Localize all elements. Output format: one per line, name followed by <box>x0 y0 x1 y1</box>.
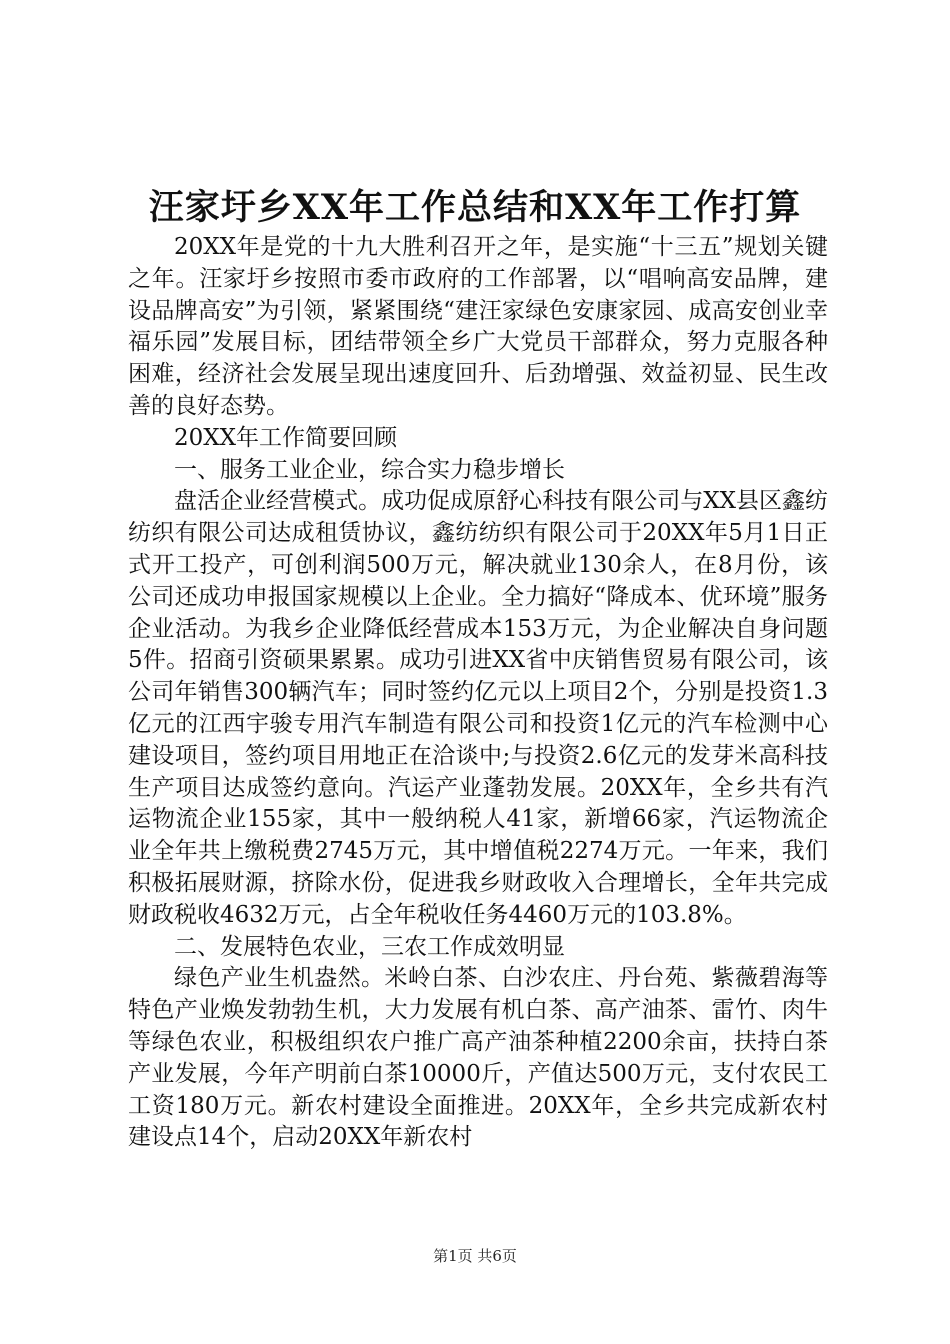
document-title: 汪家圩乡XX年工作总结和XX年工作打算 <box>148 187 802 228</box>
paragraph-section-one-body: 盘活企业经营模式。成功促成原舒心科技有限公司与XX县区鑫纺纺织有限公司达成租赁协议，鑫纺纺织有限公司于20XX年5月1日正式开工投产，可创利润500万元，解决就业130余人，在8月份，该公司还成功申报国家规模以上企业。全力搞好“降成本、优环境”服务企业活动。为我乡企业降低经营成本153万元，为企业解决自身问题5件。招商引资硕果累累。成功引进XX省中庆销售贸易有限公司，该公司年销售300辆汽车；同时签约亿元以上项目2个，分别是投资1.3亿元的江西宇骏专用汽车制造有限公司和投资1亿元的汽车检测中心建设项目，签约项目用地正在洽谈中;与投资2.6亿元的发芽米高科技生产项目达成签约意向。汽运产业蓬勃发展。20XX年，全乡共有汽运物流企业155家，其中一般纳税人41家，新增66家，汽运物流企业全年共上缴税费2745万元，其中增值税2274万元。一年来，我们积极拓展财源，挤除水份，促进我乡财政收入合理增长，全年共完成财政税收4632万元，占全年税收任务4460万元的103.8%。 <box>128 488 828 928</box>
document-body <box>128 232 828 1154</box>
paragraph-section-one-heading: 一、服务工业企业，综合实力稳步增长 <box>174 456 565 483</box>
paragraph-review-heading: 20XX年工作简要回顾 <box>174 424 398 451</box>
paragraph-section-two-heading: 二、发展特色农业，三农工作成效明显 <box>174 933 565 960</box>
page-number-footer: 第1页 共6页 <box>433 1247 517 1265</box>
paragraph-section-two-body: 绿色产业生机盎然。米岭白茶、白沙农庄、丹台苑、紫薇碧海等特色产业焕发勃勃生机，大力发展有机白茶、高产油茶、雷竹、肉牛等绿色农业，积极组织农户推广高产油茶种植2200余亩，扶持白茶产业发展，今年产明前白茶10000斤，产值达500万元，支付农民工工资180万元。新农村建设全面推进。20XX年，全乡共完成新农村建设点14个，启动20XX年新农村 <box>128 965 828 1151</box>
paragraph-intro: 20XX年是党的十九大胜利召开之年，是实施“十三五”规划关键之年。汪家圩乡按照市委市政府的工作部署，以“唱响高安品牌，建设品牌高安”为引领，紧紧围绕“建汪家绿色安康家园、成高安创业幸福乐园”发展目标，团结带领全乡广大党员干部群众，努力克服各种困难，经济社会发展呈现出速度回升、后劲增强、效益初显、民生改善的良好态势。 <box>128 234 828 419</box>
